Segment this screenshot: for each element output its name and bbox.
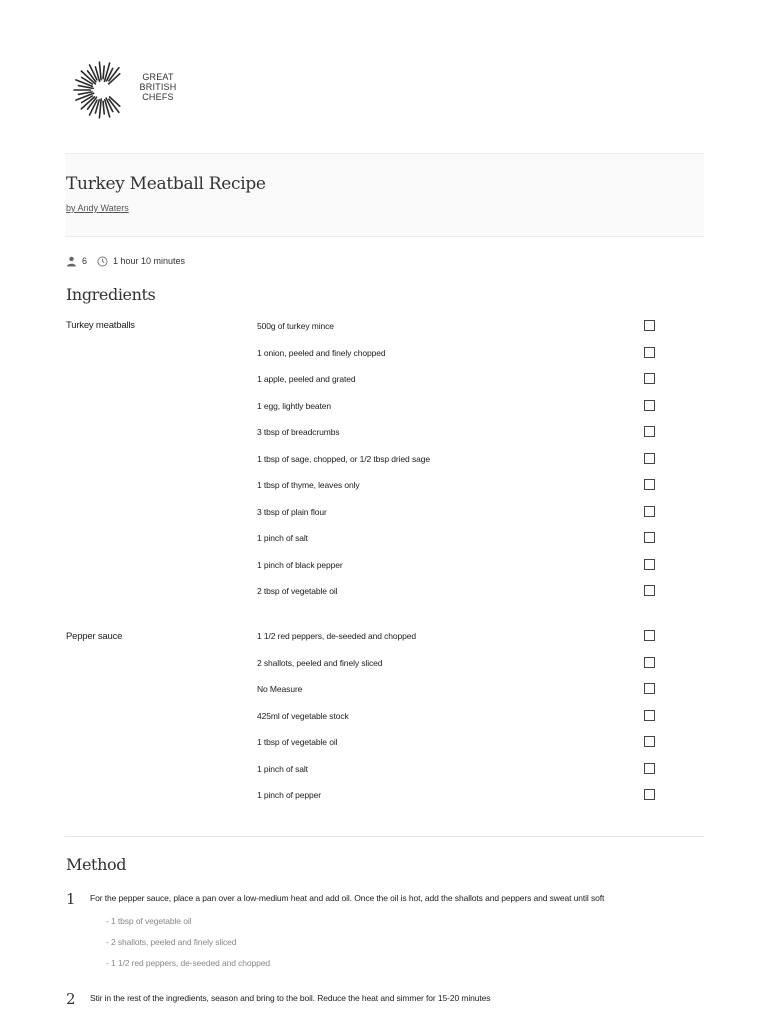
ingredient-checkbox[interactable] — [644, 763, 655, 774]
ingredient-checkbox[interactable] — [644, 710, 655, 721]
ingredient-checkbox[interactable] — [644, 479, 655, 490]
ingredient-text: 1 tbsp of thyme, leaves only — [257, 480, 360, 490]
ingredient-row — [257, 630, 657, 646]
serves-count: 6 — [82, 256, 88, 266]
ingredient-text: 1 1/2 red peppers, de-seeded and chopped — [257, 631, 417, 641]
brand-line: BRITISH — [139, 82, 177, 92]
ingredient-checkbox[interactable] — [644, 683, 655, 694]
ingredient-row — [257, 710, 657, 726]
logo-ray — [99, 62, 101, 80]
ingredient-text: 1 pinch of salt — [257, 763, 308, 774]
ingredient-row — [257, 532, 657, 548]
brand-wordmark — [136, 72, 180, 102]
ingredient-row — [257, 453, 657, 469]
ingredient-row — [257, 479, 657, 495]
ingredient-checkbox[interactable] — [644, 789, 655, 800]
ingredient-text: 2 shallots, peeled and finely sliced — [257, 657, 383, 668]
cook-time: 1 hour 10 minutes — [113, 256, 186, 266]
ingredient-text: 1 pinch of black pepper — [257, 559, 343, 570]
ingredient-checkbox[interactable] — [644, 453, 655, 464]
recipe-meta — [66, 254, 185, 268]
ingredient-row — [257, 789, 657, 805]
step-text: For the pepper sauce, place a pan over a low-medium heat and add oil. Once the oil is hot, add the shallots and peppers and sweat until soft — [90, 893, 605, 903]
ingredient-checkbox[interactable] — [644, 400, 655, 411]
step-ingredient: - 2 shallots, peeled and finely sliced — [106, 937, 270, 958]
logo-ray — [103, 66, 104, 79]
page-title: Turkey Meatball Recipe — [66, 174, 266, 194]
sunburst-logo-icon — [72, 60, 132, 120]
brand-line: CHEFS — [142, 92, 174, 102]
ingredient-row — [257, 763, 657, 779]
person-icon — [66, 256, 77, 267]
ingredient-text: 1 apple, peeled and grated — [257, 374, 356, 384]
ingredient-checkbox[interactable] — [644, 426, 655, 437]
ingredient-text: 1 tbsp of vegetable oil — [257, 737, 338, 747]
method-step — [66, 990, 706, 1020]
ingredient-row — [257, 320, 657, 336]
ingredient-text: 425ml of vegetable stock — [257, 710, 349, 721]
ingredient-checkbox[interactable] — [644, 657, 655, 668]
author-link[interactable]: by Andy Waters — [66, 203, 129, 213]
ingredient-checkbox[interactable] — [644, 373, 655, 384]
ingredient-row — [257, 736, 657, 752]
ingredient-text: 1 onion, peeled and finely chopped — [257, 347, 386, 358]
step-ingredient-list — [106, 916, 270, 979]
ingredient-row — [257, 400, 657, 416]
brand-logo[interactable] — [72, 60, 182, 120]
ingredient-row — [257, 426, 657, 442]
ingredient-text: 500g of turkey mince — [257, 321, 334, 331]
step-ingredient: - 1 tbsp of vegetable oil — [106, 916, 270, 937]
step-ingredient: - 1 1/2 red peppers, de-seeded and chopped — [106, 958, 270, 979]
section-divider — [65, 836, 704, 837]
ingredient-row — [257, 347, 657, 363]
ingredient-text: 1 egg, lightly beaten — [257, 400, 331, 411]
ingredient-group-label: Turkey meatballs — [66, 320, 135, 331]
ingredient-text: 1 pinch of pepper — [257, 790, 321, 800]
brand-line: GREAT — [142, 72, 174, 82]
ingredient-row — [257, 683, 657, 699]
method-step — [66, 890, 706, 980]
ingredient-text: No Measure — [257, 684, 303, 694]
ingredient-text: 1 pinch of salt — [257, 533, 308, 543]
ingredient-checkbox[interactable] — [644, 736, 655, 747]
ingredient-text: 2 tbsp of vegetable oil — [257, 586, 338, 596]
ingredient-checkbox[interactable] — [644, 506, 655, 517]
recipe-header — [65, 153, 704, 237]
ingredients-heading: Ingredients — [66, 285, 156, 304]
ingredient-checkbox[interactable] — [644, 347, 655, 358]
ingredient-checkbox[interactable] — [644, 532, 655, 543]
ingredient-text: 3 tbsp of breadcrumbs — [257, 427, 340, 437]
ingredient-row — [257, 559, 657, 575]
clock-icon — [97, 256, 108, 267]
logo-ray — [103, 101, 104, 114]
ingredient-row — [257, 585, 657, 601]
step-text: Stir in the rest of the ingredients, season and bring to the boil. Reduce the heat and simmer for 15-20 minutes — [90, 993, 491, 1003]
ingredient-group-label: Pepper sauce — [66, 631, 123, 642]
ingredient-checkbox[interactable] — [644, 630, 655, 641]
step-number: 1 — [66, 890, 76, 908]
ingredient-text: 3 tbsp of plain flour — [257, 506, 327, 517]
ingredient-checkbox[interactable] — [644, 320, 655, 331]
step-number: 2 — [66, 990, 76, 1008]
logo-ray — [99, 99, 101, 118]
ingredient-row — [257, 506, 657, 522]
ingredient-checkbox[interactable] — [644, 559, 655, 570]
ingredient-text: 1 tbsp of sage, chopped, or 1/2 tbsp dried sage — [257, 453, 430, 464]
ingredient-row — [257, 373, 657, 389]
ingredient-checkbox[interactable] — [644, 585, 655, 596]
ingredient-row — [257, 657, 657, 673]
method-heading: Method — [66, 855, 127, 874]
